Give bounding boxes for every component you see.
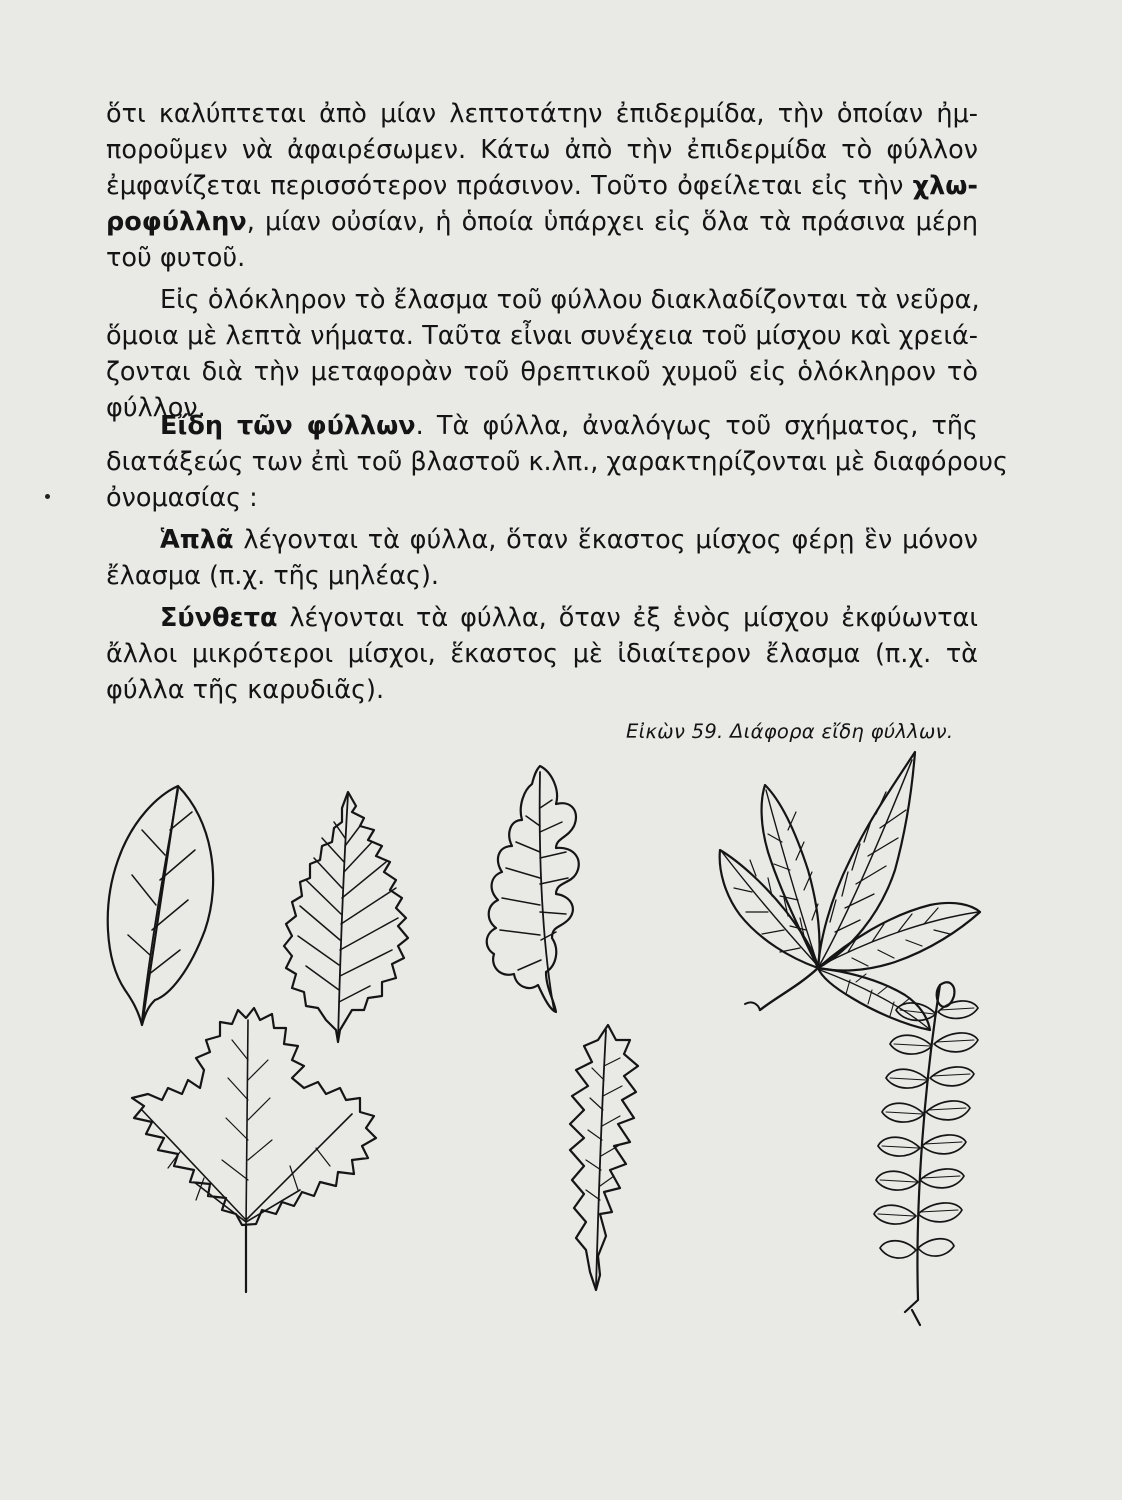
- serrated-elm-leaf-icon: [284, 792, 408, 1042]
- figure-caption: Εἰκὼν 59. Διάφορα εἴδη φύλλων.: [626, 720, 954, 743]
- oak-leaf-icon: [487, 766, 579, 1012]
- bold-term: ροφύλλην: [106, 207, 247, 237]
- text-line: τοῦ φυτοῦ.: [106, 243, 246, 273]
- text-line: Εἰς ὁλόκληρον τὸ ἔλασμα τοῦ φύλλου διακλαδίζονται τὰ νεῦρα,: [160, 285, 980, 315]
- text-fragment: λέγονται τὰ φύλλα, ὅταν ἕκαστος μίσχος φέρῃ ἓν μόνον: [233, 525, 978, 555]
- simple-oval-leaf-icon: [108, 786, 213, 1025]
- palmate-compound-leaf-icon: [720, 752, 980, 1030]
- text-line: ὅτι καλύπτεται ἀπὸ μίαν λεπτοτάτην ἐπιδερμίδα, τὴν ὁποίαν ἠμ-: [106, 99, 978, 129]
- text-line: ποροῦμεν νὰ ἀφαιρέσωμεν. Κάτω ἀπὸ τὴν ἐπιδερμίδα τὸ φύλλον: [106, 135, 978, 165]
- maple-leaf-icon: [132, 1008, 376, 1292]
- bold-term: Σύνθετα: [160, 603, 278, 633]
- text-line: φύλλον.: [106, 393, 206, 423]
- text-fragment: λέγονται τὰ φύλλα, ὅταν ἐξ ἑνὸς μίσχου ἐκφύωνται: [277, 603, 978, 633]
- dandelion-leaf-icon: [570, 1025, 638, 1290]
- text-fragment: ἐμφανίζεται περισσότερον πράσινον. Τοῦτο ὀφείλεται εἰς τὴν: [106, 171, 913, 201]
- text-line: ἄλλοι μικρότεροι μίσχοι, ἕκαστος μὲ ἰδιαίτερον ἔλασμα (π.χ. τὰ: [106, 639, 978, 669]
- text-line: ζονται διὰ τὴν μεταφορὰν τοῦ θρεπτικοῦ χυμοῦ εἰς ὁλόκληρον τὸ: [106, 357, 978, 387]
- bold-term: χλω-: [912, 171, 978, 201]
- text-line: διατάξεώς των ἐπὶ τοῦ βλαστοῦ κ.λπ., χαρακτηρίζονται μὲ διαφόρους: [106, 447, 1009, 477]
- text-line: φύλλα τῆς καρυδιᾶς).: [106, 675, 385, 705]
- bold-term: Ἁπλᾶ: [160, 525, 234, 555]
- text-line: ἔλασμα (π.χ. τῆς μηλέας).: [106, 561, 440, 591]
- section-heading: Εἴδη τῶν φύλλων: [160, 411, 416, 441]
- text-line: ὀνομασίας :: [106, 483, 258, 513]
- text-line: ὅμοια μὲ λεπτὰ νήματα. Ταῦτα εἶναι συνέχεια τοῦ μίσχου καὶ χρειά-: [106, 321, 978, 351]
- text-fragment: . Τὰ φύλλα, ἀναλόγως τοῦ σχήματος, τῆς: [415, 411, 978, 441]
- text-fragment: , μίαν οὐσίαν, ἡ ὁποία ὑπάρχει εἰς ὅλα τὰ πράσινα μέρη: [246, 207, 978, 237]
- pinnate-compound-leaf-icon: [874, 982, 978, 1325]
